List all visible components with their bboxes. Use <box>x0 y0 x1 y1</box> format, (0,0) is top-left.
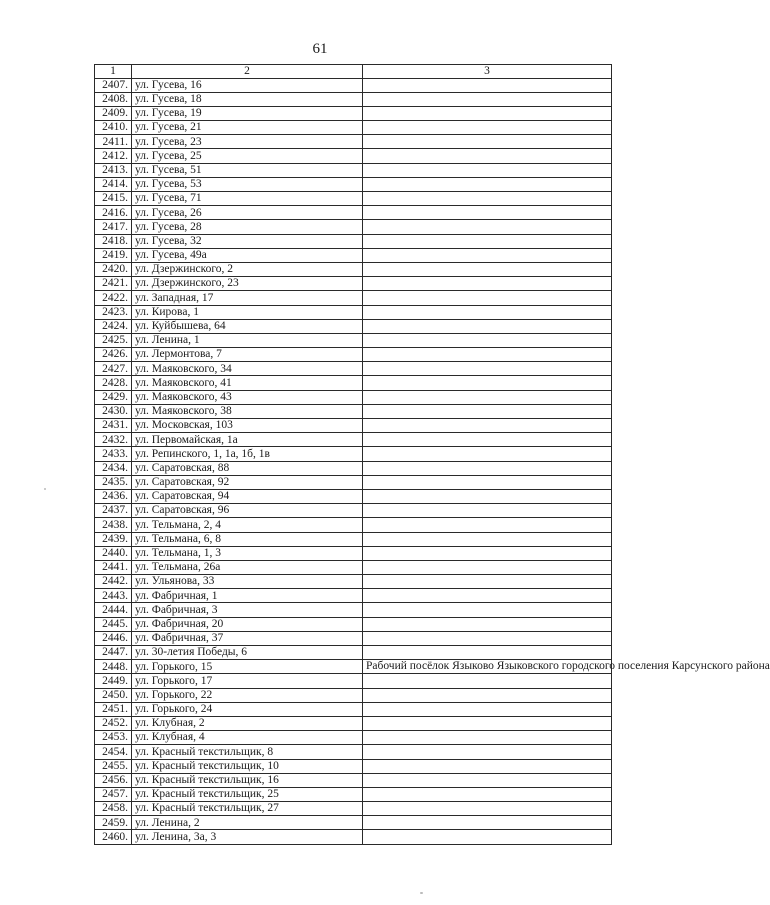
row-locality <box>363 461 612 475</box>
row-number: 2445. <box>95 617 132 631</box>
row-locality <box>363 589 612 603</box>
table-row <box>95 135 612 149</box>
row-number: 2440. <box>95 546 132 560</box>
row-address: ул. Гусева, 32 <box>132 234 363 248</box>
row-address: ул. Западная, 17 <box>132 291 363 305</box>
row-locality <box>363 475 612 489</box>
column-header-address: 2 <box>132 65 363 79</box>
row-number: 2430. <box>95 404 132 418</box>
row-number: 2429. <box>95 390 132 404</box>
row-address: ул. Дзержинского, 23 <box>132 277 363 291</box>
row-locality <box>363 362 612 376</box>
row-address: ул. Саратовская, 94 <box>132 489 363 503</box>
row-locality <box>363 192 612 206</box>
row-locality <box>363 92 612 106</box>
row-locality <box>363 603 612 617</box>
row-address: ул. Горького, 17 <box>132 674 363 688</box>
table-row <box>95 532 612 546</box>
row-address: ул. Ленина, 2 <box>132 816 363 830</box>
table-row <box>95 660 612 674</box>
row-locality <box>363 489 612 503</box>
row-locality <box>363 163 612 177</box>
table-row <box>95 716 612 730</box>
row-address: ул. Гусева, 49а <box>132 248 363 262</box>
table-row <box>95 78 612 92</box>
row-address: ул. Фабричная, 20 <box>132 617 363 631</box>
table-row <box>95 277 612 291</box>
table-row <box>95 163 612 177</box>
row-locality <box>363 560 612 574</box>
row-number: 2439. <box>95 532 132 546</box>
table-row <box>95 333 612 347</box>
table-row <box>95 419 612 433</box>
row-locality <box>363 419 612 433</box>
row-number: 2455. <box>95 759 132 773</box>
row-address: ул. Красный текстильщик, 25 <box>132 787 363 801</box>
row-locality <box>363 830 612 844</box>
row-locality <box>363 149 612 163</box>
row-locality <box>363 745 612 759</box>
table-header <box>95 65 612 79</box>
row-address: ул. Гусева, 16 <box>132 78 363 92</box>
row-number: 2449. <box>95 674 132 688</box>
row-address: ул. Гусева, 51 <box>132 163 363 177</box>
row-number: 2424. <box>95 319 132 333</box>
row-locality <box>363 504 612 518</box>
row-address: ул. Репинского, 1, 1а, 1б, 1в <box>132 447 363 461</box>
table-row <box>95 802 612 816</box>
row-address: ул. Гусева, 71 <box>132 192 363 206</box>
table-row <box>95 92 612 106</box>
row-number: 2433. <box>95 447 132 461</box>
table-row <box>95 745 612 759</box>
row-number: 2444. <box>95 603 132 617</box>
row-locality <box>363 617 612 631</box>
row-address: ул. Кирова, 1 <box>132 305 363 319</box>
row-locality <box>363 305 612 319</box>
row-address: ул. Фабричная, 3 <box>132 603 363 617</box>
row-address: ул. Фабричная, 1 <box>132 589 363 603</box>
row-address: ул. Маяковского, 38 <box>132 404 363 418</box>
table-row <box>95 603 612 617</box>
table-row <box>95 461 612 475</box>
row-address: ул. Московская, 103 <box>132 419 363 433</box>
row-address: ул. Тельмана, 6, 8 <box>132 532 363 546</box>
row-locality <box>363 773 612 787</box>
row-number: 2417. <box>95 220 132 234</box>
table-row <box>95 475 612 489</box>
row-number: 2407. <box>95 78 132 92</box>
table-body <box>95 78 770 844</box>
table-row <box>95 518 612 532</box>
row-number: 2416. <box>95 206 132 220</box>
row-address: ул. Горького, 15 <box>132 660 363 674</box>
row-address: ул. Саратовская, 88 <box>132 461 363 475</box>
row-address: ул. Клубная, 4 <box>132 731 363 745</box>
row-locality <box>363 319 612 333</box>
table-row <box>95 560 612 574</box>
row-locality <box>363 291 612 305</box>
table-row <box>95 362 612 376</box>
row-number: 2422. <box>95 291 132 305</box>
row-address: ул. Гусева, 19 <box>132 106 363 120</box>
row-address: ул. Маяковского, 43 <box>132 390 363 404</box>
page-number: 61 <box>312 41 328 57</box>
row-address: ул. Саратовская, 92 <box>132 475 363 489</box>
row-address: ул. Ленина, 3а, 3 <box>132 830 363 844</box>
row-address: ул. Красный текстильщик, 10 <box>132 759 363 773</box>
row-locality <box>363 518 612 532</box>
row-address: ул. Красный текстильщик, 27 <box>132 802 363 816</box>
row-number: 2457. <box>95 787 132 801</box>
row-number: 2423. <box>95 305 132 319</box>
row-locality <box>363 220 612 234</box>
row-number: 2420. <box>95 262 132 276</box>
row-number: 2431. <box>95 419 132 433</box>
row-locality <box>363 731 612 745</box>
row-number: 2409. <box>95 106 132 120</box>
row-number: 2428. <box>95 376 132 390</box>
scan-speck <box>420 892 423 894</box>
table-row <box>95 631 612 645</box>
table-row <box>95 674 612 688</box>
column-header-number: 1 <box>95 65 132 79</box>
row-locality <box>363 716 612 730</box>
table-row <box>95 731 612 745</box>
row-number: 2450. <box>95 688 132 702</box>
row-number: 2447. <box>95 646 132 660</box>
table-row <box>95 121 612 135</box>
row-locality <box>363 787 612 801</box>
row-address: ул. Гусева, 25 <box>132 149 363 163</box>
row-locality <box>363 248 612 262</box>
table-row <box>95 816 612 830</box>
row-number: 2454. <box>95 745 132 759</box>
row-address: ул. Тельмана, 1, 3 <box>132 546 363 560</box>
table-row <box>95 319 612 333</box>
row-number: 2437. <box>95 504 132 518</box>
row-locality <box>363 376 612 390</box>
table-header-row <box>95 65 612 79</box>
row-address: ул. Гусева, 23 <box>132 135 363 149</box>
table-row <box>95 702 612 716</box>
table-row <box>95 376 612 390</box>
row-address: ул. Ульянова, 33 <box>132 575 363 589</box>
row-address: ул. Ленина, 1 <box>132 333 363 347</box>
row-number: 2425. <box>95 333 132 347</box>
table-row <box>95 773 612 787</box>
row-locality <box>363 333 612 347</box>
table-row <box>95 262 612 276</box>
column-header-locality: 3 <box>363 65 612 79</box>
row-address: ул. Гусева, 18 <box>132 92 363 106</box>
row-locality <box>363 404 612 418</box>
row-number: 2460. <box>95 830 132 844</box>
table-row <box>95 575 612 589</box>
row-number: 2413. <box>95 163 132 177</box>
row-locality <box>363 262 612 276</box>
row-locality <box>363 646 612 660</box>
table-row <box>95 291 612 305</box>
row-number: 2410. <box>95 121 132 135</box>
row-address: ул. Маяковского, 34 <box>132 362 363 376</box>
row-number: 2453. <box>95 731 132 745</box>
row-locality <box>363 390 612 404</box>
row-locality <box>363 177 612 191</box>
row-number: 2458. <box>95 802 132 816</box>
table-row <box>95 617 612 631</box>
row-number: 2456. <box>95 773 132 787</box>
row-locality <box>363 121 612 135</box>
table-row <box>95 489 612 503</box>
table-row <box>95 390 612 404</box>
row-locality <box>363 277 612 291</box>
row-number: 2411. <box>95 135 132 149</box>
table-row <box>95 149 612 163</box>
row-number: 2438. <box>95 518 132 532</box>
table-row <box>95 688 612 702</box>
row-address: ул. Горького, 24 <box>132 702 363 716</box>
row-address: ул. Гусева, 53 <box>132 177 363 191</box>
row-number: 2421. <box>95 277 132 291</box>
row-number: 2412. <box>95 149 132 163</box>
row-number: 2408. <box>95 92 132 106</box>
row-locality <box>363 674 612 688</box>
table-row <box>95 192 612 206</box>
scan-speck <box>44 488 46 490</box>
table-row <box>95 305 612 319</box>
row-number: 2415. <box>95 192 132 206</box>
table-row <box>95 106 612 120</box>
table-row <box>95 248 612 262</box>
row-number: 2441. <box>95 560 132 574</box>
row-locality <box>363 206 612 220</box>
table-row <box>95 589 612 603</box>
row-number: 2418. <box>95 234 132 248</box>
row-address: ул. Клубная, 2 <box>132 716 363 730</box>
row-address: ул. Гусева, 26 <box>132 206 363 220</box>
table-row <box>95 234 612 248</box>
row-locality <box>363 135 612 149</box>
table-row <box>95 646 612 660</box>
row-number: 2427. <box>95 362 132 376</box>
row-locality <box>363 759 612 773</box>
row-locality <box>363 575 612 589</box>
row-locality <box>363 447 612 461</box>
row-address: ул. Дзержинского, 2 <box>132 262 363 276</box>
table-row <box>95 348 612 362</box>
table-row <box>95 404 612 418</box>
row-address: ул. Лермонтова, 7 <box>132 348 363 362</box>
row-number: 2459. <box>95 816 132 830</box>
row-locality <box>363 816 612 830</box>
row-number: 2435. <box>95 475 132 489</box>
row-locality: Рабочий посёлок Языково Языковского городского поселения Карсунского района <box>363 660 612 674</box>
table-row <box>95 504 612 518</box>
row-address: ул. Тельмана, 26а <box>132 560 363 574</box>
row-number: 2432. <box>95 433 132 447</box>
row-address: ул. Фабричная, 37 <box>132 631 363 645</box>
row-locality <box>363 546 612 560</box>
row-number: 2434. <box>95 461 132 475</box>
table-row <box>95 433 612 447</box>
row-number: 2452. <box>95 716 132 730</box>
table-row <box>95 787 612 801</box>
table-row <box>95 206 612 220</box>
row-locality <box>363 688 612 702</box>
row-locality <box>363 234 612 248</box>
row-address: ул. Гусева, 28 <box>132 220 363 234</box>
row-number: 2443. <box>95 589 132 603</box>
row-number: 2448. <box>95 660 132 674</box>
row-address: ул. Саратовская, 96 <box>132 504 363 518</box>
row-number: 2414. <box>95 177 132 191</box>
row-address: ул. Красный текстильщик, 16 <box>132 773 363 787</box>
row-number: 2442. <box>95 575 132 589</box>
row-number: 2426. <box>95 348 132 362</box>
row-address: ул. Маяковского, 41 <box>132 376 363 390</box>
row-number: 2451. <box>95 702 132 716</box>
table-row <box>95 759 612 773</box>
row-number: 2436. <box>95 489 132 503</box>
row-address: ул. Тельмана, 2, 4 <box>132 518 363 532</box>
row-locality <box>363 106 612 120</box>
row-locality <box>363 802 612 816</box>
row-address: ул. 30-летия Победы, 6 <box>132 646 363 660</box>
row-address: ул. Первомайская, 1а <box>132 433 363 447</box>
table-row <box>95 546 612 560</box>
address-table <box>94 64 770 845</box>
table-row <box>95 220 612 234</box>
table-row <box>95 447 612 461</box>
row-locality <box>363 78 612 92</box>
row-locality <box>363 532 612 546</box>
row-locality <box>363 433 612 447</box>
table-row <box>95 177 612 191</box>
row-locality <box>363 631 612 645</box>
row-address: ул. Гусева, 21 <box>132 121 363 135</box>
row-number: 2419. <box>95 248 132 262</box>
row-locality <box>363 348 612 362</box>
row-locality <box>363 702 612 716</box>
table-row <box>95 830 612 844</box>
row-address: ул. Красный текстильщик, 8 <box>132 745 363 759</box>
row-address: ул. Горького, 22 <box>132 688 363 702</box>
row-number: 2446. <box>95 631 132 645</box>
row-address: ул. Куйбышева, 64 <box>132 319 363 333</box>
